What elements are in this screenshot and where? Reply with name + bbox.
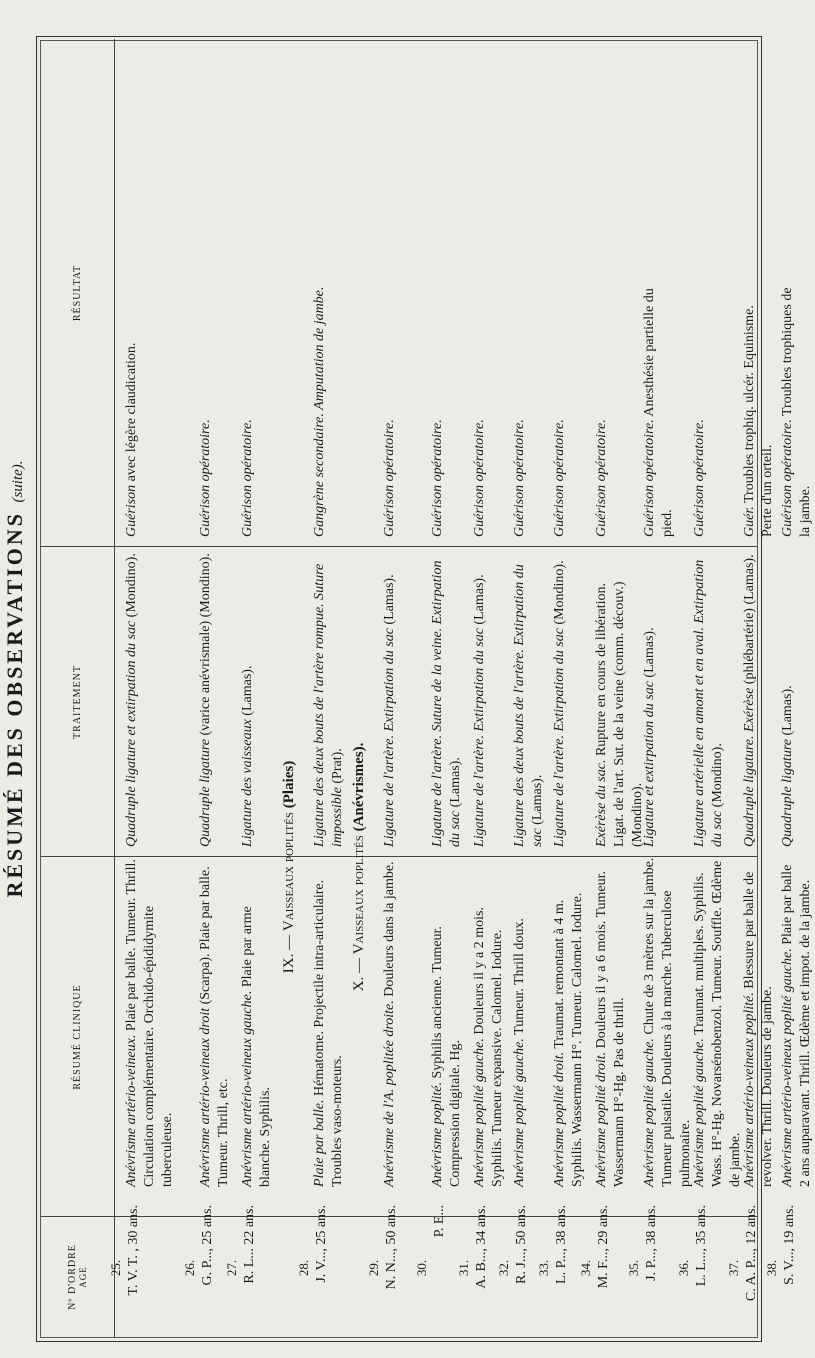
clinical-summary xyxy=(741,857,777,1187)
result-outcome: Guérison opératoire. xyxy=(430,419,445,537)
patient-and-age: J. P..., 38 ans. xyxy=(644,1205,659,1281)
clinical-diagnosis: Plaie par balle. xyxy=(312,1099,327,1187)
treatment xyxy=(741,547,759,847)
clinical-details: Plaie par arme blanche. Syphilis. xyxy=(240,906,273,1187)
patient-and-age: R. J..., 50 ans. xyxy=(514,1205,529,1284)
clinical-summary xyxy=(551,857,587,1187)
clinical-details: Syphilis ancienne. Tumeur. Compression digitale. Hg. xyxy=(430,926,463,1187)
treatment-procedure: Ligature des deux bouts de l'artère. Extirpation du sac xyxy=(512,564,545,847)
clinical-details: Hématome. Projectile intra-articulaire. Troubles vaso-moteurs. xyxy=(312,879,345,1187)
observation-number: 27. xyxy=(224,1259,239,1277)
treatment xyxy=(641,547,659,847)
observation-number: 36. xyxy=(676,1259,691,1277)
treatment xyxy=(511,547,547,847)
section-x-number: X. — xyxy=(351,954,367,992)
result-outcome: Guérison opératoire. xyxy=(512,419,527,537)
title-suite: (suite). xyxy=(10,460,26,503)
clinical-summary xyxy=(381,857,399,1187)
clinical-details: Tumeur. Thrill doux. xyxy=(512,918,527,1039)
result xyxy=(593,277,611,537)
treatment-details: (phlébartérie) (Lamas). xyxy=(742,554,757,688)
clinical-details: Traumat. multiples. Syphilis. Wass. H°-Hg. Novarsénobenzol. Tumeur. Souffle. Œdème de jambe. xyxy=(692,860,743,1187)
header-treatment xyxy=(41,547,115,857)
clinical-details: Douleurs dans la jambe. xyxy=(382,861,397,1001)
patient-and-age: G. P..., 25 ans. xyxy=(200,1205,215,1286)
patient-and-age: M. F..., 29 ans. xyxy=(596,1205,611,1289)
clinical-summary xyxy=(779,857,815,1187)
result xyxy=(239,277,257,537)
observation-number: 33. xyxy=(536,1259,551,1277)
header-clinical-label: RÉSUMÉ CLINIQUE xyxy=(72,984,83,1090)
result-outcome: Guérison xyxy=(124,484,139,537)
treatment xyxy=(471,547,489,847)
treatment-details: (Lamas). xyxy=(642,627,657,682)
result xyxy=(511,277,529,537)
treatment xyxy=(311,547,347,847)
treatment-procedure: Ligature artérielle en amont et en aval. Extirpation du sac xyxy=(692,559,725,847)
clinical-details: Plaie par balle. Tumeur. Thrill. Circulation complémentaire. Orchido-épididymite tuberculeuse. xyxy=(124,859,175,1187)
result-outcome: Gangrène secondaire. Amputation de jambe. xyxy=(312,286,327,537)
section-x-type: (Anévrismes). xyxy=(351,742,367,832)
patient-and-age: S. V..., 19 ans. xyxy=(782,1205,797,1286)
treatment-details: (Lamas). xyxy=(448,757,463,811)
result-details: Anesthésie partielle du pied. xyxy=(642,288,675,537)
treatment-details: (Lamas). xyxy=(472,574,487,629)
treatment xyxy=(779,547,797,847)
clinical-details: Traumat. remontant à 4 m. Syphilis. Wassermann H°. Tumeur. Calomel. Iodure. xyxy=(552,892,585,1187)
observation-number: 29. xyxy=(366,1259,381,1277)
treatment-procedure: Quadruple ligature et extirpation du sac xyxy=(124,620,139,847)
clinical-diagnosis: Anévrisme poplité gauche. xyxy=(692,1038,707,1187)
clinical-diagnosis: Anévrisme artério-veineux poplité. xyxy=(742,992,757,1187)
patient-and-age: T. V. T. , 30 ans. xyxy=(126,1205,141,1296)
clinical-summary xyxy=(429,857,465,1187)
clinical-diagnosis: Anévrisme artério-veineux. xyxy=(124,1034,139,1187)
treatment-procedure: Quadruple ligature xyxy=(198,739,213,847)
result-outcome: Guérison opératoire. xyxy=(240,419,255,537)
clinical-summary xyxy=(239,857,275,1187)
page-title xyxy=(2,0,28,1358)
result xyxy=(471,277,489,537)
observation-number: 26. xyxy=(182,1259,197,1277)
clinical-summary xyxy=(471,857,507,1187)
result-outcome: Guérison opératoire. xyxy=(780,419,795,537)
result-outcome: Guérison opératoire. xyxy=(552,419,567,537)
observation-id xyxy=(181,1205,217,1331)
observation-id xyxy=(413,1205,449,1331)
treatment-details: (Mondino). xyxy=(710,743,725,811)
treatment-procedure: Ligature de l'artère. Extirpation du sac xyxy=(552,628,567,847)
treatment-procedure: Ligature de l'artère. Extirpation du sac xyxy=(382,628,397,847)
observation-id xyxy=(725,1205,761,1331)
section-x-name: Vaisseaux poplités xyxy=(351,835,367,955)
clinical-details: Plaie par balle 2 ans auparavant. Thrill. Œdème et impot. de la jambe. xyxy=(780,864,813,1187)
observation-number: 35. xyxy=(626,1259,641,1277)
result xyxy=(123,277,141,537)
result xyxy=(197,277,215,537)
section-ix-number: IX. — xyxy=(281,931,297,974)
observation-id xyxy=(107,1205,143,1331)
treatment xyxy=(551,547,569,847)
clinical-diagnosis: Anévrisme de l'A. poplitée droite. xyxy=(382,1000,397,1187)
header-result xyxy=(41,39,115,547)
observation-id xyxy=(295,1205,331,1331)
clinical-diagnosis: Anévrisme artério-veineux droit xyxy=(198,1007,213,1187)
clinical-diagnosis: Anévrisme poplité gauche. xyxy=(512,1038,527,1187)
observation-number: 31. xyxy=(456,1259,471,1277)
treatment-procedure: Ligature des vaisseaux xyxy=(240,719,255,847)
clinical-diagnosis: Anévrisme poplité. xyxy=(430,1082,445,1187)
header-treatment-label: TRAITEMENT xyxy=(72,665,83,739)
treatment xyxy=(197,547,215,847)
observations-table xyxy=(40,40,813,1338)
observation-id xyxy=(763,1205,799,1331)
clinical-details: Douleurs il y a 2 mois. Syphilis. Tumeur expansive. Calomel. Iodure. xyxy=(472,907,505,1187)
section-ix-type: (Plaies) xyxy=(281,760,297,809)
observation-number: 25. xyxy=(108,1259,123,1277)
result-outcome: Guérison opératoire. xyxy=(594,419,609,537)
header-age-label: AGE xyxy=(78,1266,88,1288)
treatment-details: (Lamas). xyxy=(530,774,545,829)
clinical-details: Douleurs il y a 6 mois. Tumeur. Wassermann H°-Hg. Pas de thrill. xyxy=(594,870,627,1187)
observation-id xyxy=(675,1205,711,1331)
result-details: Troubles trophiq. ulcér. Equinisme. Perte d'un orteil. xyxy=(742,305,775,537)
observation-id xyxy=(223,1205,259,1331)
section-ix-name: Vaisseaux poplités xyxy=(281,812,297,932)
treatment xyxy=(239,547,257,847)
patient-and-age: N. N..., 50 ans. xyxy=(384,1205,399,1290)
observation-id xyxy=(577,1205,613,1331)
clinical-details: Chute de 3 mètres sur la jambe. Tumeur pulsatile. Douleurs à la marche. Tuberculose pulmonaire. xyxy=(642,857,693,1187)
treatment-procedure: Ligature et extirpation du sac xyxy=(642,681,657,847)
result xyxy=(551,277,569,537)
treatment xyxy=(381,547,399,847)
result-outcome: Guérison opératoire. xyxy=(198,419,213,537)
patient-and-age: P. E... xyxy=(432,1205,447,1238)
observation-number: 28. xyxy=(296,1259,311,1277)
header-result-label: RÉSULTAT xyxy=(72,264,83,322)
clinical-diagnosis: Anévrisme artério-veineux gauche. xyxy=(240,990,255,1187)
result xyxy=(741,277,777,537)
result xyxy=(641,277,677,537)
header-order xyxy=(41,1217,115,1337)
result-outcome: Guér. xyxy=(742,506,757,537)
treatment xyxy=(429,547,465,847)
clinical-diagnosis: Anévrisme poplité gauche. xyxy=(472,1038,487,1187)
treatment-procedure: Exérèse du sac. xyxy=(594,759,609,847)
clinical-details: (Scarpa). Plaie par balle. Tumeur. Thrill, etc. xyxy=(198,866,231,1187)
clinical-summary xyxy=(511,857,529,1187)
header-order-label: Nº D'ORDRE xyxy=(67,1244,78,1310)
treatment xyxy=(691,547,727,847)
patient-and-age: J. V..., 25 ans. xyxy=(314,1205,329,1283)
section-heading-ix xyxy=(281,547,298,1187)
treatment-details: (varice anévrismale) (Mondino). xyxy=(198,553,213,740)
treatment-details: Rupture en cours de libération. Ligat. de l'art. Sut. de la veine (comm. découv.) (Mondino). xyxy=(594,581,645,847)
title-text: RÉSUMÉ DES OBSERVATIONS xyxy=(2,511,27,898)
clinical-summary xyxy=(593,857,629,1187)
clinical-diagnosis: Anévrisme poplité droit. xyxy=(594,1051,609,1187)
treatment-details: (Mondino). xyxy=(552,560,567,629)
clinical-diagnosis: Anévrisme artério-veineux poplité gauche. xyxy=(780,948,795,1187)
clinical-summary xyxy=(123,857,177,1187)
clinical-details: Blessure par balle de revolver. Thrill. Douleurs de jambe. xyxy=(742,871,775,1187)
observation-number: 30. xyxy=(414,1259,429,1277)
clinical-summary xyxy=(641,857,695,1187)
observation-number: 38. xyxy=(764,1259,779,1277)
observation-id xyxy=(535,1205,571,1331)
clinical-diagnosis: Anévrisme poplité droit. xyxy=(552,1051,567,1187)
patient-and-age: C. A. P..., 12 ans. xyxy=(744,1205,759,1302)
result xyxy=(691,277,709,537)
result-details: Troubles trophiques de la jambe. xyxy=(780,287,813,537)
patient-and-age: A. B..., 34 ans. xyxy=(474,1205,489,1289)
result-outcome: Guérison opératoire. xyxy=(472,419,487,537)
treatment-details: (Lamas). xyxy=(780,685,795,740)
observation-number: 34. xyxy=(578,1259,593,1277)
treatment-details: (Lamas). xyxy=(240,665,255,720)
treatment xyxy=(593,547,647,847)
header-clinical xyxy=(41,857,115,1217)
treatment-procedure: Ligature des deux bouts de l'artère rompue. Suture impossible xyxy=(312,563,345,847)
treatment xyxy=(123,547,141,847)
section-heading-x xyxy=(351,547,368,1187)
clinical-summary xyxy=(311,857,347,1187)
treatment-procedure: Ligature de l'artère. Suture de la veine. Extirpation du sac xyxy=(430,560,463,847)
patient-and-age: L. L..., 35 ans. xyxy=(694,1205,709,1287)
observation-id xyxy=(625,1205,661,1331)
clinical-diagnosis: Anévrisme poplité gauche. xyxy=(642,1038,657,1187)
result xyxy=(381,277,399,537)
result-outcome: Guérison opératoire. xyxy=(642,419,657,537)
observation-id xyxy=(365,1205,401,1331)
treatment-procedure: Quadruple ligature. Exérèse xyxy=(742,687,757,847)
treatment-details: (Mondino). xyxy=(124,553,139,621)
result xyxy=(779,277,815,537)
treatment-details: (Prat). xyxy=(330,748,345,788)
observation-number: 32. xyxy=(496,1259,511,1277)
patient-and-age: R. L... 22 ans. xyxy=(242,1205,257,1284)
patient-and-age: L. P..., 38 ans. xyxy=(554,1205,569,1284)
result-outcome: Guérison opératoire. xyxy=(382,419,397,537)
observation-id xyxy=(495,1205,531,1331)
result xyxy=(429,277,447,537)
clinical-summary xyxy=(691,857,745,1187)
treatment-details: (Lamas). xyxy=(382,574,397,629)
treatment-procedure: Quadruple ligature xyxy=(780,739,795,847)
observation-number: 37. xyxy=(726,1259,741,1277)
result xyxy=(311,277,329,537)
result-outcome: Guérison opératoire. xyxy=(692,419,707,537)
result-details: avec légère claudication. xyxy=(124,342,139,485)
observation-id xyxy=(455,1205,491,1331)
treatment-procedure: Ligature de l'artère. Extirpation du sac xyxy=(472,628,487,847)
clinical-summary xyxy=(197,857,233,1187)
